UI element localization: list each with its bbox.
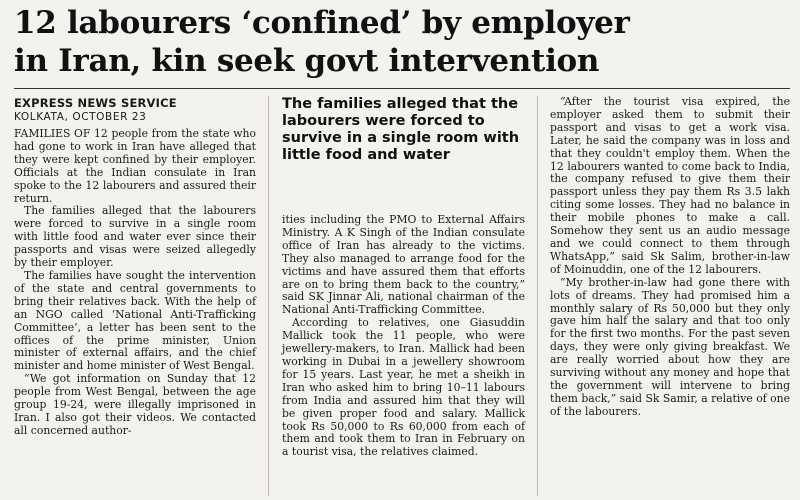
paragraph: “We got information on Sunday that 12 people from West Bengal, between the age group 19-24, were illegally imprisoned in Iran. I also got their videos. We contacted all concerned author- (14, 372, 256, 437)
paragraph: “After the tourist visa expired, the employer asked them to submit their passport and visas to get a work visa. Later, he said the company was in loss and that they couldn't employ them. When the 12 labourers wanted to come back to India, the company refused to give them their passport unless they pay them Rs 3.5 lakh citing some losses. They had no balance in their mobile phones to make a call. Somehow they sent us an audio message and we could connect to them through WhatsApp,” said Sk Salim, brother-in-law of Moinuddin, one of the 12 labourers. (550, 95, 790, 276)
paragraph: “My brother-in-law had gone there with lots of dreams. They had promised him a monthly salary of Rs 50,000 but they only gave him half the salary and that too only for the first two months. For the past seven days, they were only giving breakfast. We are really worried about how they are surviving without any money and hope that the government will intervene to bring them back,” said Sk Samir, a relative of one of the labourers. (550, 275, 790, 418)
column-divider-1 (268, 96, 269, 496)
headline-line-2: in Iran, kin seek govt intervention (14, 43, 600, 79)
byline: EXPRESS NEWS SERVICE (14, 96, 177, 110)
paragraph: The families alleged that the labourers were forced to survive in a single room with little food and water ever since their passports and visas were seized allegedly by their employer. (14, 204, 256, 270)
paragraph: The families have sought the intervention of the state and central governments to bring their relatives back. With the help of an NGO called ‘National Anti-Trafficking Committee’, a letter has been sent to the offices of the prime minister, Union minister of external affairs, and the chief minister and home minister of West Bengal. (14, 268, 256, 373)
article-column-1 (14, 96, 256, 438)
paragraph: According to relatives, one Giasuddin Mallick took the 11 people, who were jewellery-makers, to Iran. Mallick had been working in Dubai in a jewellery showroom for 15 years. Last year, he met a sheikh in Iran who asked him to bring 10–11 labours from India and assured him that they will be given proper food and salary. Mallick took Rs 50,000 to Rs 60,000 from each of them and took them to Iran in February on a tourist visa, the relatives claimed. (282, 316, 525, 459)
headline (14, 4, 794, 80)
pull-quote: The families alleged that the labourers were forced to survive in a single room with little food and water (282, 96, 520, 163)
column-divider-2 (537, 96, 538, 496)
paragraph: ities including the PMO to External Affairs Ministry. A K Singh of the Indian consulate office of Iran has already to the victims. They also managed to arrange food for the victims and have assured them that efforts are on to bring them back to the country,” said SK Jinnar Ali, national chairman of the National Anti-Trafficking Committee. (282, 213, 525, 317)
article-column-2 (282, 214, 525, 459)
paragraph: FAMILIES OF 12 people from the state who had gone to work in Iran have alleged that they were kept confined by their employer. Officials at the Indian consulate in Iran spoke to the 12 labourers and assured their return. (14, 127, 256, 205)
headline-rule (14, 88, 790, 89)
headline-line-1: 12 labourers ‘confined’ by employer (14, 5, 630, 41)
dateline: KOLKATA, OCTOBER 23 (14, 111, 147, 123)
article-column-3 (550, 96, 790, 419)
